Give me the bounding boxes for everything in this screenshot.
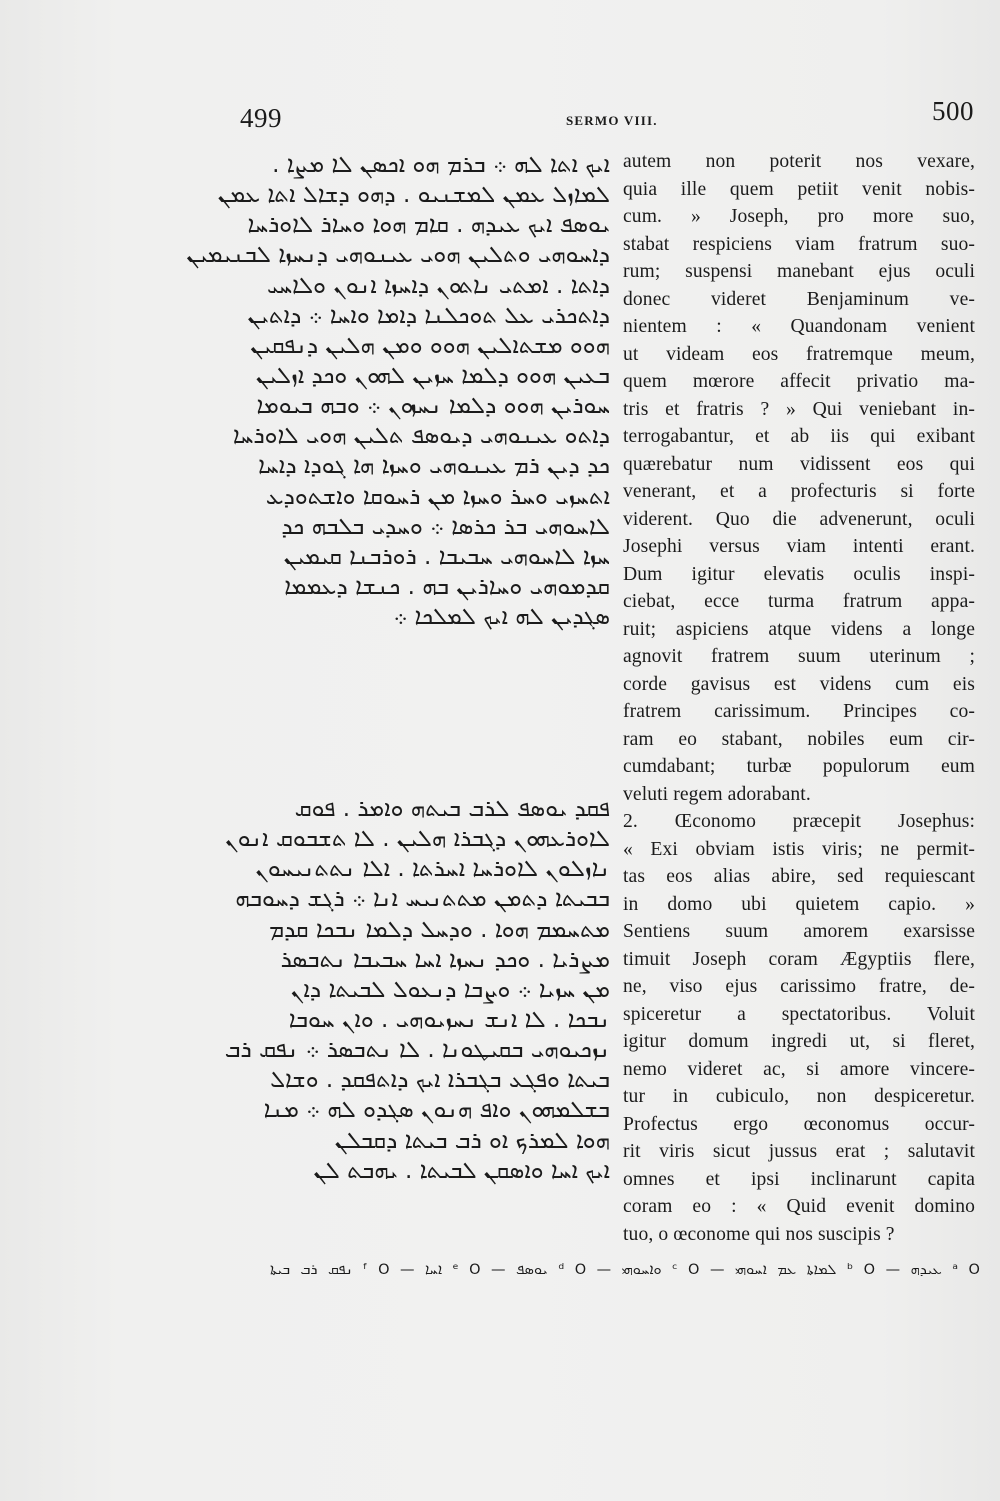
latin-line: Sentiens suum amorem exarsisse (623, 921, 975, 942)
latin-line: Dum igitur elevatis oculis inspi- (623, 563, 975, 585)
syriac-line: ܒܒܝܬܐ ܕܬܡܢ ܡܬܬܢܝܚ ܐܢܐ ܀ ܪܓܫ ܕܚܘܒܗ (235, 886, 610, 913)
latin-line: quia ille quem petiit venit nobis- (623, 178, 975, 200)
syriac-line: ܡܢ ܚܙܝܐ ܀ ܘܨܒܐ ܕܢܥܘܠ ܠܒܝܬܐ ܕܐܢ (290, 976, 610, 1003)
latin-line: venerant, et a profecturis si forte (623, 481, 975, 502)
syriac-line: ܕܐܚܘܗܝ ܘܬܠܝܢ ܗܘܝ ܥܝܢܘܗܝ ܕܢܚܙܐ ܠܒܢܝܡܝܢ (186, 242, 610, 269)
syriac-line: ܐܬܚܙܝ ܘܚܪ ܘܚܙܐ ܡܢ ܪܚܘܩܐ ܘܐܫܬܘܕܥ (265, 483, 610, 510)
latin-translation-column (623, 148, 975, 1248)
syriac-line: ܒܥܝܢ ܗܘܘ ܕܠܡܐ ܚܙܝܢ ܠܗܘܢ ܘܟܕ ܐܙܠܝܢ (255, 362, 610, 389)
latin-line: ne, viso ejus carissimo fratre, de- (623, 976, 975, 997)
footnotes: ᵃ O ܥܝܕܗ — ᵇ O ܠܡܐܬܐ ܥܡ ܐܚܘܗܝ — ᶜ O ܘܐܚܘܗܝ — ᵈ O ܝܘܣܦ — ᵉ O ܐܚܐ — ᶠ O ܢܦܩ ܪܒ ܒܝܬܐ (270, 1262, 980, 1278)
latin-line: agnovit fratrem suum uterinum ; (623, 646, 975, 667)
latin-line: ram eo stabant, nobiles eum cir- (623, 728, 975, 750)
latin-line: quærebatur num vidissent eos qui (623, 453, 975, 475)
syriac-line: ܡܨܪܝܐ . ܘܟܕ ܢܚܙܐ ܐܚܐ ܚܒܝܒܐ ܢܬܒܣܪ (280, 946, 610, 973)
latin-line: rit viris sicut jussus erat ; salutavit (623, 1141, 975, 1162)
latin-line: cumdabant; turbæ populorum eum (623, 756, 975, 777)
latin-line: ut videam eos fratremque meum, (623, 343, 975, 365)
syriac-line: ܟܕ ܕܝܢ ܪܡ ܥܝܢܘܗܝ ܘܚܙܐ ܗܐ ܓܘܕܐ ܕܐܚܐ (258, 453, 610, 480)
syriac-line: ܗܘܐ ܠܡܪܟ ܐܘ ܪܒ ܒܝܬܐ ܕܩܒܠܢ (334, 1127, 610, 1154)
latin-line: fratrem carissimum. Principes co- (623, 701, 975, 722)
latin-line: viderent. Quo die advenerunt, oculi (623, 508, 975, 530)
latin-line: tas eos alias abire, sed requiescant (623, 866, 975, 887)
syriac-line: ܩܕܡܘܗܝ ܘܚܐܪܝܢ ܒܗ . ܟܢܫܐ ܕܥܡܡܐ (284, 573, 610, 600)
latin-line: corde gavisus est videns cum eis (623, 673, 975, 695)
syriac-line: ܐܝܟ ܐܬܐ ܠܗ ܀ ܒܪܡ ܗܘ ܐܟܣܢ ܠܐ ܡܨܐ . (272, 152, 610, 178)
latin-line: donec videret Benjaminum ve- (623, 288, 975, 310)
latin-line: stabat respiciens viam fratrum suo- (623, 233, 975, 255)
latin-line: terrogabantur, et ab iis qui exibant (623, 426, 975, 447)
syriac-line: ܢܒܟܐ . ܠܐ ܐܢܫ ܢܚܙܝܘܗܝ . ܘܐܢ ܚܘܒܐ (288, 1006, 610, 1033)
syriac-text-block-2 (224, 794, 610, 1186)
latin-line: nientem : « Quandonam venient (623, 316, 975, 337)
syriac-line: ܠܡܐܙܠ ܥܡܢ ܠܡܫܢܝܘ . ܕܗܘ ܕܫܐܠ ܐܬܐ ܥܡܢ (217, 182, 610, 209)
syriac-line: ܝܘܣܦ ܐܝܟ ܥܝܕܗ . ܩܐܡ ܗܘܐ ܘܚܐܪ ܠܐܘܪܚܐ (247, 212, 610, 239)
syriac-text-block-1 (186, 150, 610, 632)
syriac-line: ܡܬܚܡܡ ܗܘܐ . ܘܕܚܠ ܕܠܡܐ ܢܒܟܐ ܩܕܡ (269, 916, 610, 943)
latin-line: Josephi versus viam intenti erant. (623, 536, 975, 557)
latin-line: veluti regem adorabant. (623, 783, 811, 805)
latin-line: timuit Joseph coram Ægyptiis flere, (623, 948, 975, 970)
syriac-line: ܢܙܟܝܘܗܝ ܒܩܝܛܘܢܐ . ܠܐ ܢܬܒܣܪ ܀ ܢܦܩ ܪܒ (224, 1037, 610, 1064)
syriac-line: ܕܐܬܟܪܝ ܥܠ ܬܘܟܠܢܐ ܕܐܡܐ ܘܐܚܐ ܀ ܕܐܬܝܢ (247, 302, 610, 329)
syriac-line: ܣܓܕܝܢ ܠܗ ܐܝܟ ܠܡܠܟܐ ܀ (393, 604, 610, 631)
syriac-line: ܚܙܐ ܠܐܚܘܗܝ ܚܒܝܒܐ . ܪܘܪܒܢܐ ܩܝܡܝܢ (283, 543, 610, 570)
latin-line: spiceretur a spectatoribus. Voluit (623, 1003, 975, 1025)
latin-line: omnes et ipsi inclinarunt capita (623, 1168, 975, 1190)
latin-line: coram eo : « Quid evenit domino (623, 1196, 975, 1217)
latin-line: nemo videret ac, si amore vincere- (623, 1058, 975, 1080)
syriac-line: ܠܐܘܪܥܗܘܢ ܕܓܒܪܐ ܗܠܝܢ . ܠܐ ܬܫܒܘܩ ܐܢܘܢ (225, 826, 610, 853)
latin-line: in domo ubi quietem capio. » (623, 893, 975, 915)
latin-line: igitur domum ingredi ut, si fleret, (623, 1031, 975, 1052)
running-title: SERMO VIII. (566, 113, 658, 128)
latin-line: autem non poterit nos vexare, (623, 151, 975, 172)
latin-line: ciebat, ecce turma fratrum appa- (623, 591, 975, 612)
syriac-line: ܕܐܬܐ . ܐܡܬܝ ܢܐܬܘܢ ܕܐܚܙܐ ܐܢܘܢ ܘܠܐܚܝ (266, 272, 610, 299)
right-page-number: 500 (932, 96, 974, 126)
syriac-line: ܕܐܬܘ ܥܝܢܘܗܝ ܕܝܘܣܦ ܬܠܝܢ ܗܘܝ ܠܐܘܪܚܐ (232, 423, 610, 450)
latin-line: tuo, o œconome qui nos suscipis ? (623, 1223, 895, 1245)
syriac-line: ܚܘܪܝܢ ܗܘܘ ܕܠܡܐ ܢܚܙܘܢ ܀ ܘܒܗ ܒܝܘܡܐ (256, 393, 610, 420)
latin-line: « Exi obviam istis viris; ne permit- (623, 838, 975, 860)
syriac-line: ܢܐܙܠܘܢ ܠܐܘܪܚܐ ܐܚܪܬܐ . ܐܠܐ ܢܬܬܢܝܚܘܢ (255, 856, 610, 883)
latin-line: ruit; aspiciens atque videns a longe (623, 618, 975, 640)
latin-line: cum. » Joseph, pro more suo, (623, 206, 975, 227)
syriac-line: ܦܩܕ ܝܘܣܦ ܠܪܒ ܒܝܬܗ ܘܐܡܪ . ܦܘܩ (294, 796, 610, 822)
latin-line: Profectus ergo œconomus occur- (623, 1113, 975, 1135)
latin-line: tris et fratris ? » Qui veniebant in- (623, 398, 975, 420)
latin-line: rum; suspensi manebant ejus oculi (623, 261, 975, 282)
syriac-line: ܗܘܘ ܡܫܬܐܠܝܢ ܗܘܘ ܘܡܢ ܗܠܝܢ ܕܢܦܩܝܢ (250, 332, 610, 359)
latin-line: quem mœrore affecit privatio ma- (623, 371, 975, 392)
left-page-number: 499 (240, 103, 282, 133)
syriac-line: ܒܫܠܡܗܘܢ ܘܐܦ ܗܢܘܢ ܣܓܕܘ ܠܗ ܀ ܡܢܐ (263, 1097, 610, 1124)
syriac-line: ܐܝܟ ܐܚܐ ܘܐܣܩܢ ܠܒܝܬܐ . ܝܗܒܬ ܠܢ (313, 1157, 610, 1184)
latin-line: tur in cubiculo, non despiceretur. (623, 1086, 975, 1107)
latin-line: 2. Œconomo præcepit Josephus: (623, 811, 975, 832)
syriac-line: ܒܝܬܐ ܘܦܓܥ ܒܓܒܪܐ ܐܝܟ ܕܐܬܦܩܕ . ܘܫܐܠ (270, 1067, 610, 1094)
syriac-line: ܠܐܚܘܗܝ ܒܪ ܟܪܣܐ ܀ ܘܚܕܝ ܒܠܒܗ ܟܕ (281, 513, 610, 540)
